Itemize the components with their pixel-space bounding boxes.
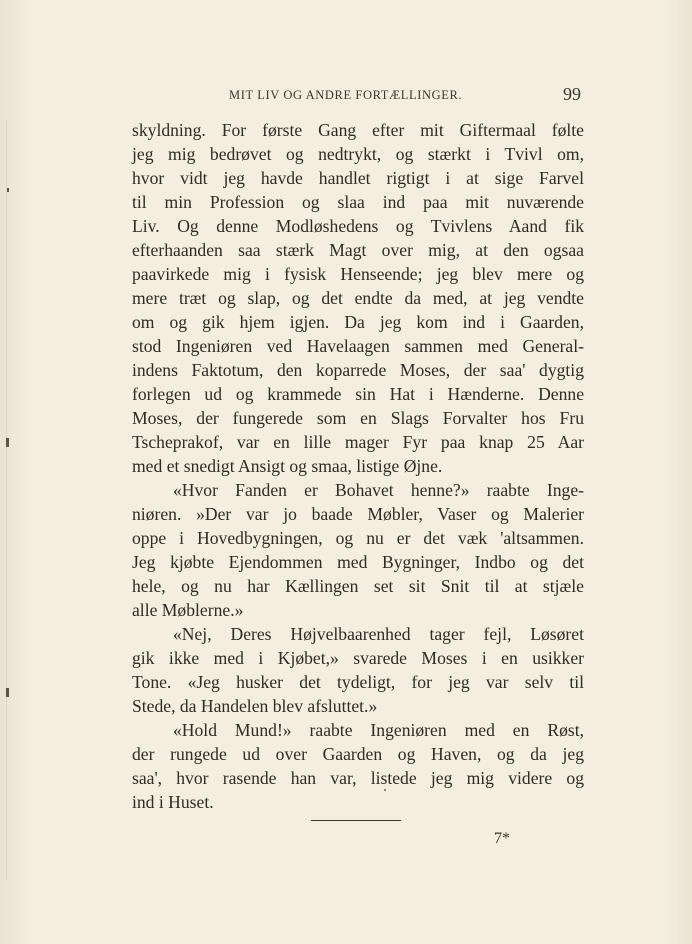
text-line: «Hold Mund!» raabte Ingeniøren med en Røst, <box>173 720 584 740</box>
text-line: til min Profession og slaa ind paa mit nuværende <box>132 192 584 212</box>
text-line: niøren. »Der var jo baade Møbler, Vaser og Malerier <box>132 504 584 524</box>
text-line: stod Ingeniøren ved Havelaagen sammen med General- <box>132 336 584 356</box>
text-line: med et snedigt Ansigt og smaa, listige Øjne. <box>132 456 443 476</box>
text-line: hvor vidt jeg havde handlet rigtigt i at sige Farvel <box>132 168 584 188</box>
margin-mark <box>7 188 9 192</box>
page-edge-shadow <box>6 120 7 880</box>
signature-mark: 7* <box>494 830 510 847</box>
text-line: Jeg kjøbte Ejendommen med Bygninger, Indbo og det <box>132 552 584 572</box>
text-line: saa', hvor rasende han var, listede jeg mig videre og <box>132 768 584 788</box>
text-line: der rungede ud over Gaarden og Haven, og da jeg <box>132 744 584 764</box>
margin-mark <box>6 438 9 447</box>
text-line: forlegen ud og krammede sin Hat i Hænderne. Denne <box>132 384 584 404</box>
text-line: Stede, da Handelen blev afsluttet.» <box>132 696 378 716</box>
text-line: alle Møblerne.» <box>132 600 244 620</box>
footer-rule <box>311 820 401 821</box>
text-line: hele, og nu har Kællingen set sit Snit til at stjæle <box>132 576 584 596</box>
text-line: skyldning. For første Gang efter mit Giftermaal følte <box>132 120 584 140</box>
text-line: Tscheprakof, var en lille mager Fyr paa knap 25 Aar <box>132 432 584 452</box>
text-line: efterhaanden saa stærk Magt over mig, at den ogsaa <box>132 240 584 260</box>
running-title: MIT LIV OG ANDRE FORTÆLLINGER. <box>229 88 463 102</box>
margin-mark <box>6 688 9 697</box>
text-line: jeg mig bedrøvet og nedtrykt, og stærkt i Tvivl om, <box>132 144 584 164</box>
text-line: om og gik hjem igjen. Da jeg kom ind i Gaarden, <box>132 312 584 332</box>
text-line: ind i Huset. <box>132 792 214 812</box>
text-line: Liv. Og denne Modløshedens og Tvivlens Aand fik <box>132 216 584 236</box>
text-line: paavirkede mig i fysisk Henseende; jeg blev mere og <box>132 264 584 284</box>
text-line: «Hvor Fanden er Bohavet henne?» raabte Inge- <box>173 480 584 500</box>
paper-speck <box>384 789 386 791</box>
text-line: gik ikke med i Kjøbet,» svarede Moses i en usikker <box>132 648 584 668</box>
text-line: «Nej, Deres Højvelbaarenhed tager fejl, Løsøret <box>173 624 584 644</box>
text-line: Moses, der fungerede som en Slags Forvalter hos Fru <box>132 408 584 428</box>
text-line: Tone. «Jeg husker det tydeligt, for jeg var selv til <box>132 672 584 692</box>
text-line: indens Faktotum, den koparrede Moses, der saa' dygtig <box>132 360 584 380</box>
text-line: oppe i Hovedbygningen, og nu er det væk 'altsammen. <box>132 528 584 548</box>
page-number: 99 <box>563 84 581 104</box>
text-line: mere træt og slap, og det endte da med, at jeg vendte <box>132 288 584 308</box>
